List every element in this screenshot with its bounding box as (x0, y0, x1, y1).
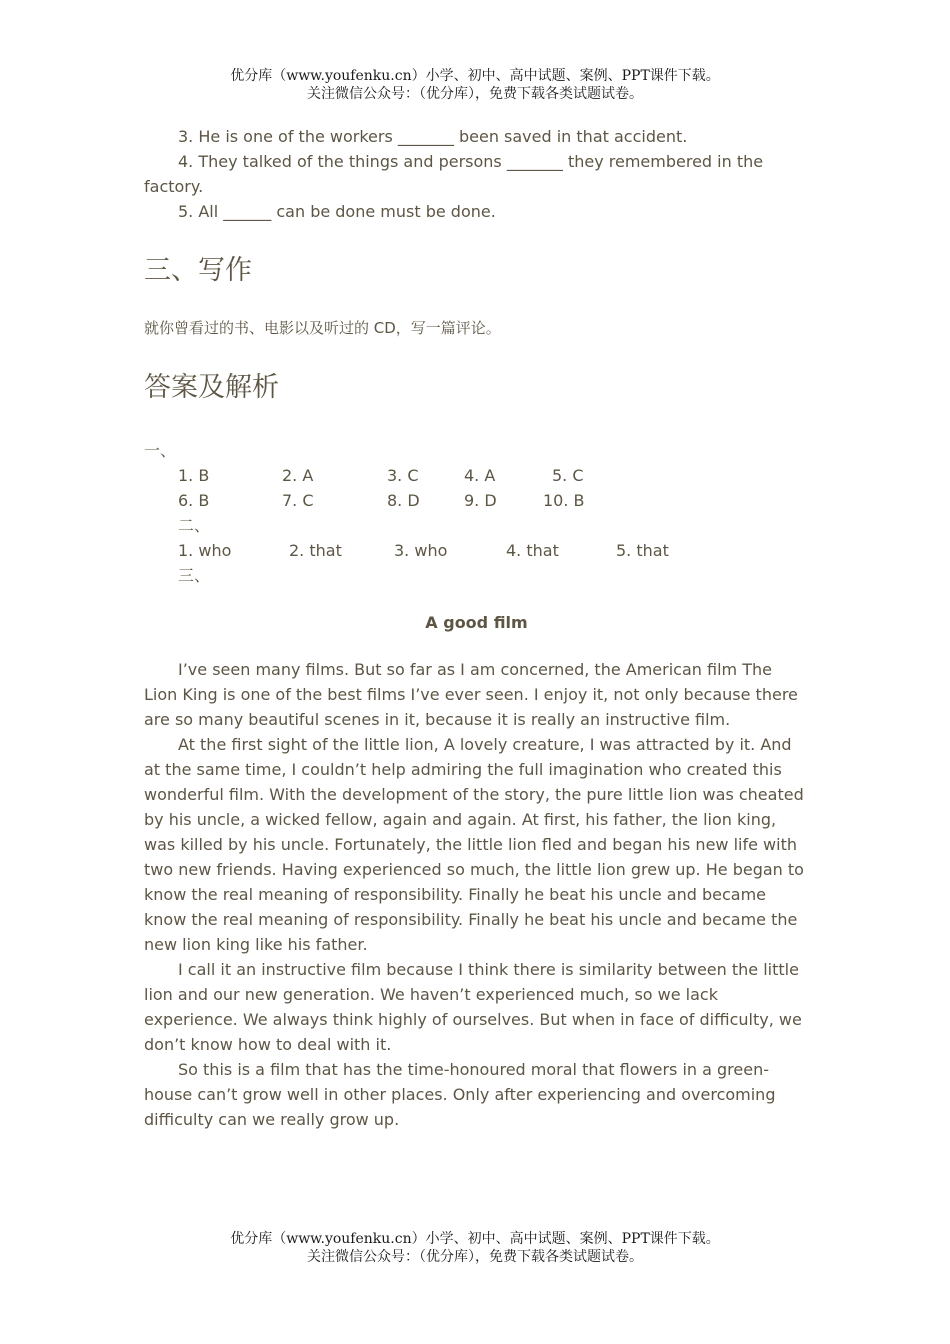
answer-item: 5. that (616, 541, 669, 560)
header-line-2: 关注微信公众号：（优分库），免费下载各类试题试卷。 (307, 86, 643, 102)
essay-paragraph: So this is a film that has the time-honoured moral that flowers in a green-house can’t grow well in other places. Only after experiencing and overcoming difficulty can we really grow up. (144, 1060, 776, 1129)
answer-row-1 (144, 463, 809, 488)
answer-part2-label: 二、 (178, 516, 211, 535)
answer-part3-label: 三、 (178, 566, 211, 585)
writing-heading: 三、写作 (144, 255, 252, 286)
answer-item: 9. D (464, 491, 497, 510)
header-line-1: 优分库（www.youfenku.cn）小学、初中、高中试题、案例、PPT课件下载。 (230, 68, 720, 84)
answer-row-2 (144, 488, 809, 513)
answer-item: 10. B (543, 491, 585, 510)
answer-item: 3. C (387, 466, 419, 485)
question-5: 5. All ______ can be done must be done. (178, 202, 496, 221)
answer-item: 4. A (464, 466, 496, 485)
question-4: 4. They talked of the things and persons _______ they remembered in the factory. (144, 152, 764, 196)
answer-item: 7. C (282, 491, 314, 510)
essay-paragraph: At the first sight of the little lion, A lovely creature, I was attracted by it. And at the same time, I couldn’t help admiring the full imagination who created this wonderful film. With the development of the story, the pure little lion was cheated by his uncle, a wicked fellow, again and again. At first, his father, the lion king, was killed by his uncle. Fortunately, the little lion fled and began his new life with two new friends. Having experienced so much, the little lion grew up. He began to know the real meaning of responsibility. Finally he beat his uncle and became know the real meaning of responsibility. Finally he beat his uncle and became the new lion king like his father. (144, 735, 804, 954)
footer-line-1: 优分库（www.youfenku.cn）小学、初中、高中试题、案例、PPT课件下载。 (230, 1231, 720, 1247)
page-header (0, 67, 950, 103)
writing-instruction: 就你曾看过的书、电影以及听过的 CD，写一篇评论。 (144, 319, 501, 337)
answer-item: 6. B (178, 491, 210, 510)
answer-part1-label: 一、 (144, 441, 177, 460)
answer-row-3 (144, 538, 809, 563)
essay-title: A good film (425, 613, 528, 632)
question-3: 3. He is one of the workers _______ been saved in that accident. (178, 127, 688, 146)
answer-item: 1. B (178, 466, 210, 485)
answer-item: 1. who (178, 541, 232, 560)
essay-paragraph: I call it an instructive film because I think there is similarity between the little lion and our new generation. We haven’t experienced much, so we lack experience. We always think highly of ourselves. But when in face of difficulty, we don’t know how to deal with it. (144, 960, 802, 1054)
answer-item: 8. D (387, 491, 420, 510)
document-body (144, 124, 809, 1132)
answer-item: 2. A (282, 466, 314, 485)
answer-item: 3. who (394, 541, 448, 560)
answer-item: 5. C (552, 466, 584, 485)
page-footer (0, 1230, 950, 1266)
essay-paragraph: I’ve seen many films. But so far as I am concerned, the American film The Lion King is one of the best films I’ve ever seen. I enjoy it, not only because there are so many beautiful scenes in it, because it is really an instructive film. (144, 660, 798, 729)
answer-item: 2. that (289, 541, 342, 560)
footer-line-2: 关注微信公众号：（优分库），免费下载各类试题试卷。 (307, 1249, 643, 1265)
answer-item: 4. that (506, 541, 559, 560)
answers-heading: 答案及解析 (144, 372, 279, 403)
